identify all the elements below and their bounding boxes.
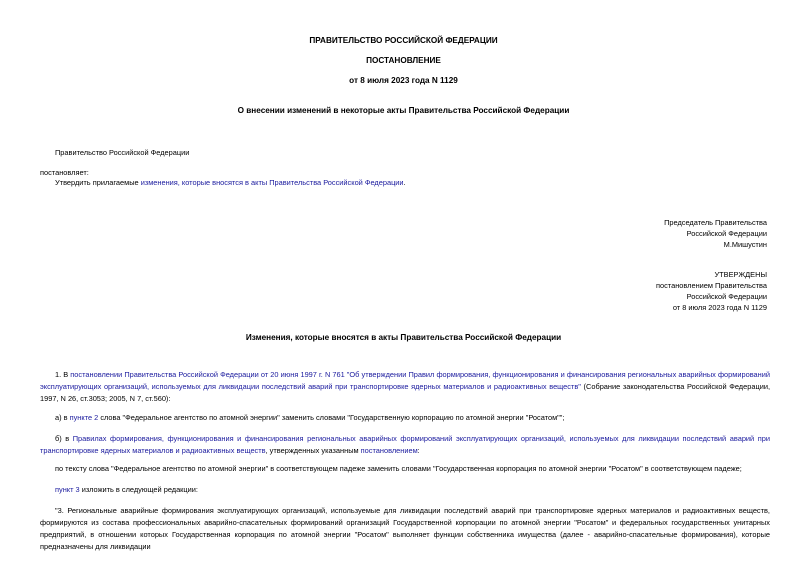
item-b-paragraph: б) в Правилах формирования, функционирования и финансирования региональных аварийных формирований эксплуатирующих организаций, используемых для ликвидации последствий аварий при транспортировке ядерных материалов и радиоактивных веществ, утвержденных указанным постановлением: (40, 434, 770, 455)
point-3-text: "3. Региональные аварийные формирования эксплуатирующих организаций, используемые для ликвидации последствий аварий при транспортировке ядерных материалов и радиоактивных веществ, формируются из состава профессиональных аварийно-спасательных формирований организаций Государственной корпорации по атомной энергии "Росатом" и федеральных государственных унитарных предприятий, в отношении которых Государственная корпорация по атомной энергии "Росатом" выполняет функции собственника имущества (далее - аварийно-спасательные формирования), которые предназначены для ликвидации (40, 506, 770, 551)
text-replace-paragraph: по тексту слова "Федеральное агентство по атомной энергии" в соответствующем падеже заменить словами "Государственная корпорация по атомной энергии "Росатом" в соответствующем падеже; (55, 464, 742, 473)
signature-title: Председатель Правительства (664, 218, 767, 227)
point-3-link[interactable]: пункт 3 (55, 485, 80, 494)
point-3-paragraph: пункт 3 изложить в следующей редакции: (55, 485, 198, 494)
approve-paragraph: Утвердить прилагаемые изменения, которые вносятся в акты Правительства Российской Федерации. (55, 178, 406, 187)
approved-label: УТВЕРЖДЕНЫ (714, 270, 767, 279)
government-line: Правительство Российской Федерации (55, 148, 190, 157)
resolution-761-link[interactable]: постановлении Правительства Российской Федерации от 20 июня 1997 г. N 761 "Об утверждении Правил формирования, функционирования и финансирования региональных аварийных формирований эксплуатирующих организаций, используемых для ликвидации последствий аварий при транспортировке ядерных материалов и радиоактивных веществ" (40, 370, 770, 391)
rules-link[interactable]: Правилах формирования, функционирования и финансирования региональных аварийных формирований эксплуатирующих организаций, используемых для ликвидации последствий аварий при транспортировке ядерных материалов и радиоактивных веществ (40, 434, 770, 455)
approved-country: Российской Федерации (686, 292, 767, 301)
document-subject: О внесении изменений в некоторые акты Правительства Российской Федерации (237, 106, 570, 115)
signature-country: Российской Федерации (686, 229, 767, 238)
document-type: ПОСТАНОВЛЕНИЕ (366, 56, 441, 65)
point-2-link[interactable]: пункте 2 (69, 413, 99, 422)
document-date: от 8 июля 2023 года N 1129 (349, 76, 458, 85)
government-heading: ПРАВИТЕЛЬСТВО РОССИЙСКОЙ ФЕДЕРАЦИИ (309, 36, 498, 45)
approved-by: постановлением Правительства (656, 281, 767, 290)
resolution-link[interactable]: постановлением (360, 446, 418, 455)
approve-link[interactable]: изменения, которые вносятся в акты Правительства Российской Федерации (140, 178, 404, 187)
changes-title: Изменения, которые вносятся в акты Правительства Российской Федерации (245, 333, 562, 342)
signature-name: М.Мишустин (723, 240, 767, 249)
item-1-paragraph: 1. В постановлении Правительства Российской Федерации от 20 июня 1997 г. N 761 "Об утверждении Правил формирования, функционирования и финансирования региональных аварийных формирований эксплуатирующих организаций, используемых для ликвидации последствий аварий при транспортировке ядерных материалов и радиоактивных веществ" (Собрание законодательства Российской Федерации, 1997, N 26, ст.3053; 2005, N 7, ст.560): (40, 370, 770, 403)
item-a-paragraph: а) в пункте 2 слова "Федеральное агентство по атомной энергии" заменить словами "Государственную корпорацию по атомной энергии "Росатом""; (55, 413, 565, 422)
approved-date: от 8 июля 2023 года N 1129 (672, 303, 767, 312)
decides-line: постановляет: (40, 168, 89, 177)
